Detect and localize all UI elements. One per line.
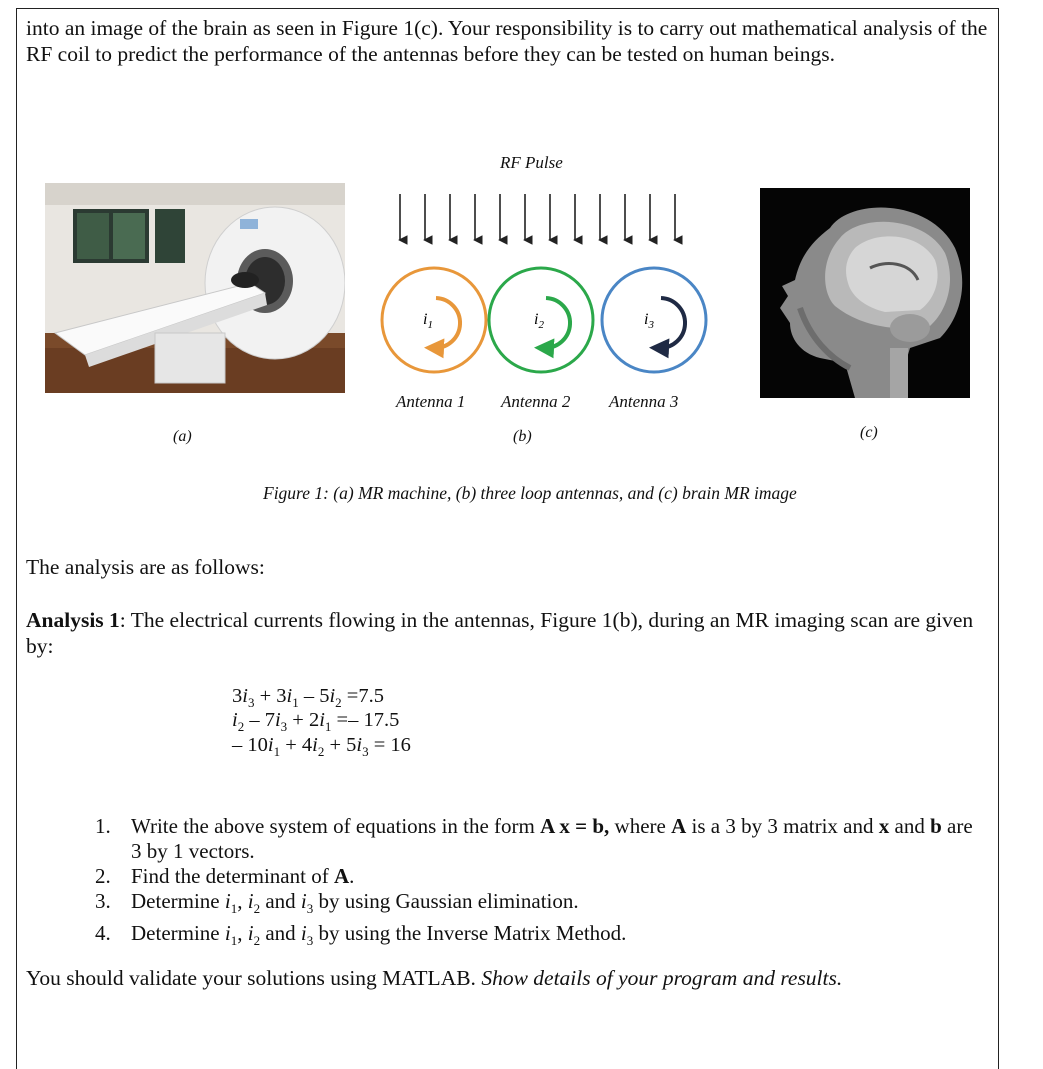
figure-caption: Figure 1: (a) MR machine, (b) three loop antennas, and (c) brain MR image	[263, 483, 797, 503]
panel-a-label: (a)	[173, 428, 192, 445]
antenna-3-loop	[602, 268, 706, 372]
equation-1: $3i_3 + 3i_1 - 5i_2 =7.5$	[232, 685, 384, 711]
rf-pulse-label: RF Pulse	[500, 153, 563, 172]
antenna-2-label: Antenna 2	[501, 392, 571, 411]
task-item-4: 4. Determine $i_1$, $i_2$ and $i_3$ by using the Inverse Matrix Method.	[95, 921, 627, 949]
antenna-3-label: Antenna 3	[609, 392, 679, 411]
analysis-1-heading: Analysis 1	[26, 608, 120, 632]
task-list	[95, 814, 985, 953]
task-item-3: 3. Determine $i_1$, $i_2$ and $i_3$ by using Gaussian elimination.	[95, 889, 579, 917]
intro-paragraph: into an image of the brain as seen in Figure 1(c). Your responsibility is to carry out mathematical analysis of the RF coil to predict the performance of the antennas before they can be tested on human beings.	[26, 16, 988, 66]
antenna-1-label: Antenna 1	[396, 392, 466, 411]
equation-3: – $10i_1 + 4i_2 + 5i_3 = 16$	[232, 734, 411, 760]
antenna-1-loop	[382, 268, 486, 372]
loop-antennas-diagram	[376, 262, 711, 382]
panel-c-label: (c)	[860, 424, 878, 441]
current-arrow-1	[434, 298, 460, 348]
current-i1-label: $i_1$	[423, 311, 433, 331]
task-item-1: 1. Write the above system of equations in the form A x = b, where A is a 3 by 3 matrix and x and b are 3 by 1 vectors.	[95, 814, 973, 863]
analysis-intro: The analysis are as follows:	[26, 555, 265, 579]
panel-b-label: (b)	[513, 428, 532, 445]
current-arrow-3	[659, 298, 685, 348]
analysis-1-text: : The electrical currents flowing in the antennas, Figure 1(b), during an MR imaging scan are given by:	[26, 608, 974, 658]
closing-paragraph: You should validate your solutions using MATLAB. Show details of your program and results.	[26, 966, 843, 990]
current-i3-label: $i_3$	[644, 311, 654, 331]
analysis-1-paragraph	[26, 607, 976, 659]
current-arrow-2	[544, 298, 570, 348]
current-i2-label: $i_2$	[534, 311, 544, 331]
brain-mr-image	[760, 188, 970, 398]
task-item-2: 2. Find the determinant of A.	[95, 864, 355, 888]
rf-pulse-arrows	[390, 190, 700, 250]
mr-machine-image	[45, 183, 345, 393]
equation-2: $i_2 - 7i_3 + 2i_1 =- 17.5$	[232, 709, 400, 735]
